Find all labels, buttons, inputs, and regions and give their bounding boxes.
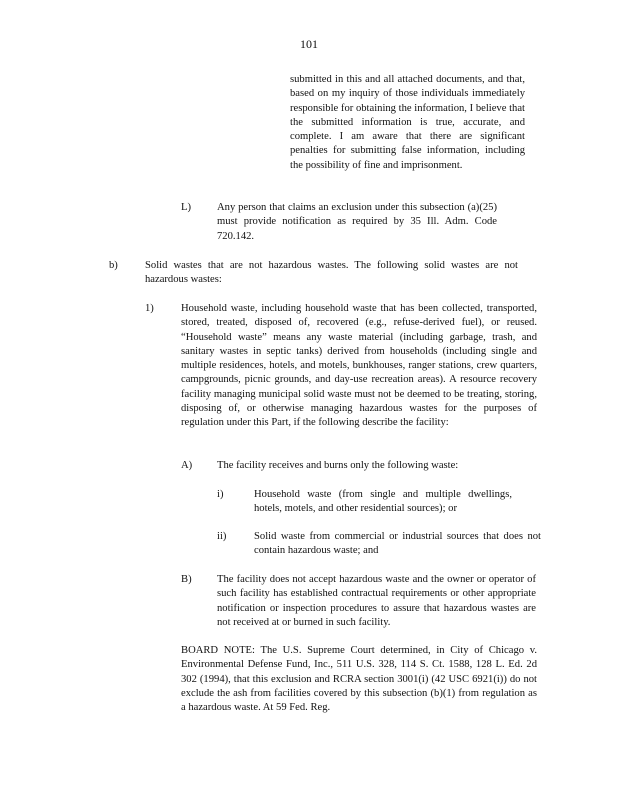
section-b-label: b) (109, 260, 118, 271)
item-A-label: A) (181, 460, 193, 471)
item-1-text: Household waste, including household waste that has been collected, transported, stored, treated, disposed of, recovered (e.g., refuse-derived fuel), or reused. “Household waste” means any waste material (including garbage, trash, and sanitary wastes in septic tanks) derived from households (including single and multiple residences, hotels, and motels, bunkhouses, ranger stations, crew quarters, campgrounds, picnic grounds, and day-use recreation areas). A resource recovery facility managing municipal solid waste must not be deemed to be treating, storing, disposing of, or otherwise managing hazardous wastes for the purposes of regulation under this Part, if the following describe the facility: (181, 303, 537, 429)
board-note: BOARD NOTE: The U.S. Supreme Court determined, in City of Chicago v. Environmental Defense Fund, Inc., 511 U.S. 328, 114 S. Ct. 1588, 128 L. Ed. 2d 302 (1994), that this exclusion and RCRA section 3001(i) (42 USC 6921(i)) do not exclude the ash from facilities covered by this subsection (b)(1) from regulation as a hazardous waste. At 59 Fed. Reg. (181, 645, 537, 714)
item-L-text: Any person that claims an exclusion under this subsection (a)(25) must provide notification as required by 35 Ill. Adm. Code 720.142. (217, 202, 497, 242)
item-i-text: Household waste (from single and multiple dwellings, hotels, motels, and other residential sources); or (254, 489, 512, 515)
item-A-text: The facility receives and burns only the following waste: (217, 460, 459, 471)
item-1-label: 1) (145, 303, 154, 314)
item-ii-text: Solid waste from commercial or industrial sources that does not contain hazardous waste; and (254, 531, 541, 557)
continuation-paragraph: submitted in this and all attached documents, and that, based on my inquiry of those individuals immediately responsible for obtaining the information, I believe that the submitted information is true, accurate, and complete. I am aware that there are significant penalties for submitting false information, including the possibility of fine and imprisonment. (290, 74, 525, 171)
item-L-label: L) (181, 202, 191, 213)
section-b-text: Solid wastes that are not hazardous wastes. The following solid wastes are not hazardous wastes: (145, 260, 518, 286)
item-B-label: B) (181, 574, 192, 585)
item-i-label: i) (217, 489, 224, 500)
item-B-text: The facility does not accept hazardous waste and the owner or operator of such facility has established contractual requirements or other appropriate notification or inspection procedures to assure that hazardous wastes are not received at or burned in such facility. (217, 574, 536, 628)
page-number: 101 (300, 37, 318, 51)
item-ii-label: ii) (217, 531, 227, 542)
